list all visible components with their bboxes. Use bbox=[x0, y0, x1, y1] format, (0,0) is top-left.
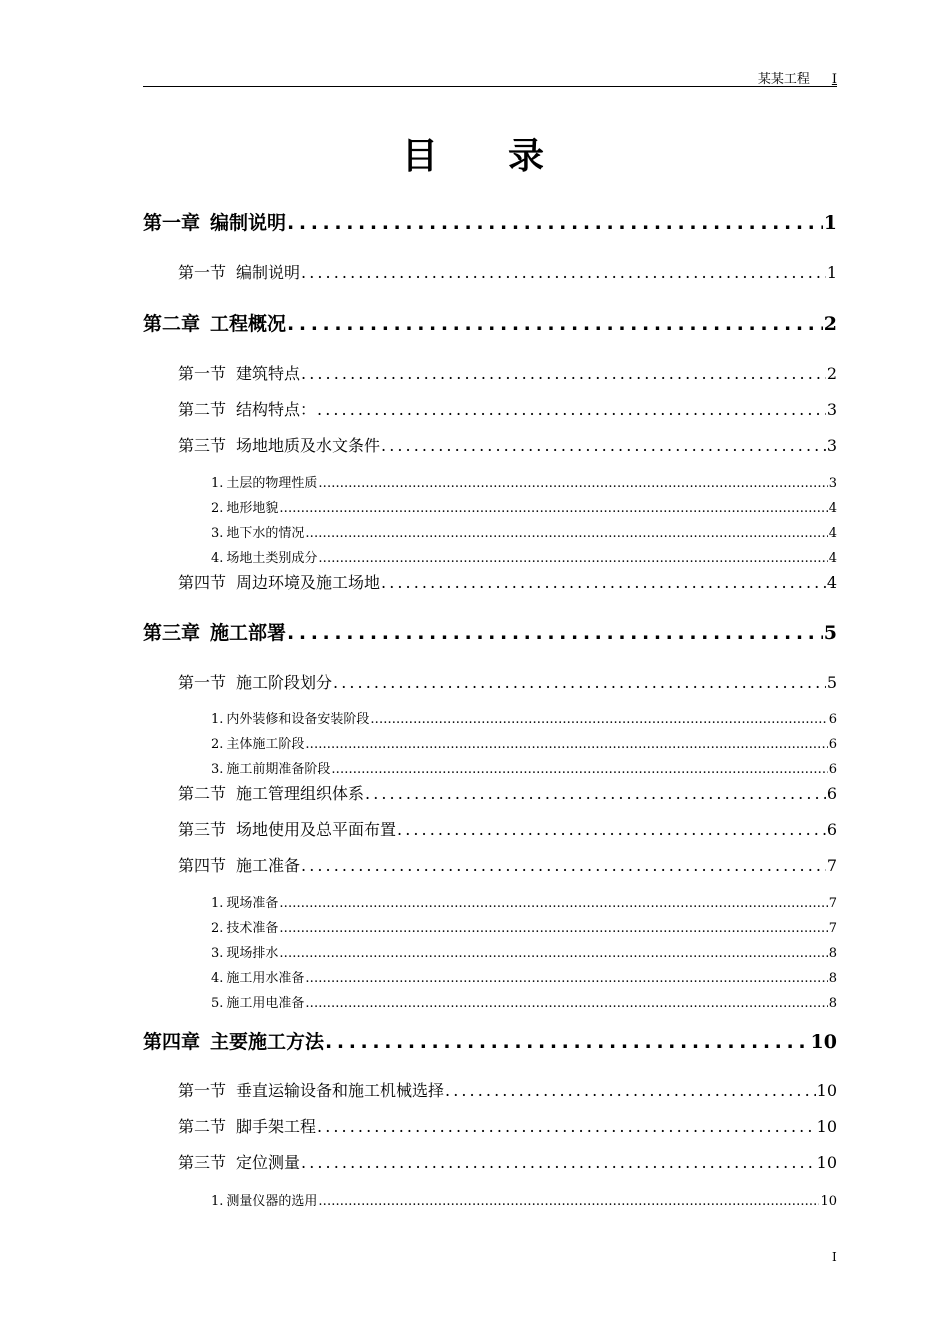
toc-section-entry[interactable] bbox=[178, 361, 837, 383]
toc-entry-number: 3. bbox=[211, 946, 224, 961]
toc-entry-label: 工程概况 bbox=[210, 313, 287, 335]
toc-page-number: 8 bbox=[828, 971, 837, 986]
toc-entry-number: 第二章 bbox=[143, 313, 201, 335]
toc-entry-title bbox=[211, 942, 278, 961]
toc-page-number: 10 bbox=[820, 1194, 837, 1209]
toc-dot-leader bbox=[279, 501, 827, 516]
toc-entry-number: 第二节 bbox=[178, 1117, 227, 1136]
toc-page-number: 4 bbox=[828, 501, 837, 516]
toc-entry-number: 1. bbox=[211, 712, 224, 727]
toc-entry-title bbox=[178, 397, 316, 420]
header-project-name: 某某工程 bbox=[757, 72, 810, 87]
toc-page-number: 5 bbox=[826, 673, 837, 692]
toc-entry-title bbox=[178, 781, 364, 804]
toc-page-number: 3 bbox=[828, 476, 837, 491]
toc-entry-title bbox=[143, 618, 286, 645]
toc-entry-label: 主要施工方法 bbox=[210, 1031, 325, 1053]
toc-page-number: 6 bbox=[828, 762, 837, 777]
toc-entry-number: 第一节 bbox=[178, 364, 227, 383]
toc-entry-label: 施工前期准备阶段 bbox=[226, 762, 331, 777]
footer-page-number: I bbox=[832, 1250, 837, 1264]
toc-entry-number: 第二节 bbox=[178, 784, 227, 803]
page-header bbox=[143, 64, 837, 87]
toc-entry-label: 土层的物理性质 bbox=[226, 476, 318, 491]
toc-dot-leader bbox=[287, 313, 823, 335]
toc-entry-number: 第四节 bbox=[178, 573, 227, 592]
toc-entry-title bbox=[211, 1190, 317, 1209]
toc-entry-title bbox=[143, 1027, 324, 1054]
toc-title: 目 录 bbox=[401, 136, 549, 177]
toc-dot-leader bbox=[279, 946, 827, 961]
toc-entry-number: 第三章 bbox=[143, 622, 201, 644]
toc-subsection-entry[interactable] bbox=[211, 522, 837, 540]
toc-entry-title bbox=[211, 547, 317, 566]
toc-entry-label: 场地地质及水文条件 bbox=[236, 436, 381, 455]
toc-page-number: 4 bbox=[826, 573, 837, 592]
toc-dot-leader bbox=[317, 1117, 816, 1136]
toc-page-number: 5 bbox=[823, 622, 837, 644]
toc-subsection-entry[interactable] bbox=[211, 892, 837, 910]
toc-dot-leader bbox=[397, 820, 826, 839]
toc-entry-label: 建筑特点 bbox=[236, 364, 301, 383]
toc-page-number: 10 bbox=[816, 1153, 837, 1172]
toc-entry-label: 施工阶段划分 bbox=[236, 673, 333, 692]
toc-entry-label: 地下水的情况 bbox=[226, 526, 305, 541]
toc-subsection-entry[interactable] bbox=[211, 708, 837, 726]
toc-entry-number: 3. bbox=[211, 762, 224, 777]
toc-dot-leader bbox=[325, 1031, 810, 1053]
toc-dot-leader bbox=[305, 996, 827, 1011]
toc-dot-leader bbox=[301, 856, 826, 875]
toc-dot-leader bbox=[287, 622, 823, 644]
toc-chapter-entry[interactable] bbox=[143, 208, 837, 234]
toc-entry-label: 施工管理组织体系 bbox=[236, 784, 365, 803]
toc-section-entry[interactable] bbox=[178, 1150, 837, 1172]
toc-entry-label: 垂直运输设备和施工机械选择 bbox=[236, 1081, 445, 1100]
toc-page-number: 7 bbox=[828, 896, 837, 911]
toc-entry-number: 第一节 bbox=[178, 1081, 227, 1100]
toc-page-number: 1 bbox=[826, 263, 837, 282]
toc-dot-leader bbox=[365, 784, 826, 803]
toc-page-number: 2 bbox=[826, 364, 837, 383]
toc-page-number: 1 bbox=[823, 212, 837, 234]
toc-dot-leader bbox=[381, 436, 826, 455]
toc-entry-label: 定位测量 bbox=[236, 1153, 301, 1172]
toc-section-entry[interactable] bbox=[178, 397, 837, 419]
toc-entry-title bbox=[211, 497, 278, 516]
toc-chapter-entry[interactable] bbox=[143, 309, 837, 335]
toc-entry-number: 第一章 bbox=[143, 212, 201, 234]
toc-entry-label: 结构特点： bbox=[236, 400, 317, 419]
header-page-number: I bbox=[831, 72, 837, 87]
toc-entry-title bbox=[178, 1078, 444, 1101]
toc-page-number: 6 bbox=[826, 820, 837, 839]
toc-entry-label: 周边环境及施工场地 bbox=[236, 573, 381, 592]
toc-page-number: 10 bbox=[810, 1031, 837, 1053]
toc-entry-number: 第四节 bbox=[178, 856, 227, 875]
toc-entry-number: 2. bbox=[211, 501, 224, 516]
toc-dot-leader bbox=[333, 673, 826, 692]
toc-entry-title bbox=[211, 708, 369, 727]
toc-entry-title bbox=[143, 208, 286, 235]
toc-entry-number: 第三节 bbox=[178, 436, 227, 455]
toc-section-entry[interactable] bbox=[178, 817, 837, 839]
toc-chapter-entry[interactable] bbox=[143, 1027, 837, 1053]
toc-page-number: 7 bbox=[828, 921, 837, 936]
toc-entry-label: 编制说明 bbox=[236, 263, 301, 282]
toc-entry-title bbox=[211, 967, 304, 986]
toc-entry-label: 施工用水准备 bbox=[226, 971, 305, 986]
toc-entry-number: 1. bbox=[211, 476, 224, 491]
toc-page-number: 6 bbox=[828, 712, 837, 727]
toc-entry-title bbox=[178, 361, 300, 384]
toc-page-number: 6 bbox=[826, 784, 837, 803]
toc-subsection-entry[interactable] bbox=[211, 733, 837, 751]
toc-entry-number: 3. bbox=[211, 526, 224, 541]
toc-entry-title bbox=[178, 853, 300, 876]
toc-section-entry[interactable] bbox=[178, 781, 837, 803]
toc-entry-title bbox=[211, 892, 278, 911]
toc-page-number: 8 bbox=[828, 996, 837, 1011]
toc-entry-number: 5. bbox=[211, 996, 224, 1011]
toc-entry-title bbox=[178, 433, 380, 456]
toc-dot-leader bbox=[279, 896, 827, 911]
toc-page-number: 6 bbox=[828, 737, 837, 752]
toc-entry-title bbox=[211, 522, 304, 541]
toc-dot-leader bbox=[318, 1194, 819, 1209]
toc-subsection-entry[interactable] bbox=[211, 942, 837, 960]
toc-entry-title bbox=[178, 1114, 316, 1137]
toc-section-entry[interactable] bbox=[178, 570, 837, 592]
toc-entry-number: 第一节 bbox=[178, 263, 227, 282]
toc-entry-number: 2. bbox=[211, 921, 224, 936]
toc-dot-leader bbox=[318, 476, 827, 491]
toc-dot-leader bbox=[305, 737, 827, 752]
toc-entry-title bbox=[211, 472, 317, 491]
toc-dot-leader bbox=[305, 526, 827, 541]
toc-entry-title bbox=[178, 260, 300, 283]
toc-page-number: 4 bbox=[828, 551, 837, 566]
toc-entry-number: 第一节 bbox=[178, 673, 227, 692]
toc-entry-title bbox=[178, 1150, 300, 1173]
toc-entry-label: 施工准备 bbox=[236, 856, 301, 875]
toc-entry-label: 地形地貌 bbox=[226, 501, 279, 516]
toc-page-number: 7 bbox=[826, 856, 837, 875]
toc-entry-title bbox=[211, 992, 304, 1011]
toc-dot-leader bbox=[287, 212, 823, 234]
toc-section-entry[interactable] bbox=[178, 260, 837, 282]
toc-entry-label: 脚手架工程 bbox=[236, 1117, 317, 1136]
toc-entry-number: 4. bbox=[211, 551, 224, 566]
toc-entry-number: 第三节 bbox=[178, 820, 227, 839]
toc-entry-label: 施工用电准备 bbox=[226, 996, 305, 1011]
toc-page-number: 3 bbox=[826, 436, 837, 455]
toc-section-entry[interactable] bbox=[178, 433, 837, 455]
toc-entry-label: 内外装修和设备安装阶段 bbox=[226, 712, 370, 727]
toc-entry-label: 场地土类别成分 bbox=[226, 551, 318, 566]
toc-entry-title bbox=[178, 670, 332, 693]
toc-subsection-entry[interactable] bbox=[211, 758, 837, 776]
toc-section-entry[interactable] bbox=[178, 853, 837, 875]
toc-subsection-entry[interactable] bbox=[211, 967, 837, 985]
toc-subsection-entry[interactable] bbox=[211, 1190, 837, 1208]
toc-subsection-entry[interactable] bbox=[211, 472, 837, 490]
toc-entry-title bbox=[211, 758, 330, 777]
toc-chapter-entry[interactable] bbox=[143, 618, 837, 644]
toc-subsection-entry[interactable] bbox=[211, 992, 837, 1010]
toc-entry-label: 现场准备 bbox=[226, 896, 279, 911]
toc-entry-title bbox=[143, 309, 286, 336]
toc-entry-number: 1. bbox=[211, 896, 224, 911]
toc-entry-title bbox=[211, 733, 304, 752]
toc-subsection-entry[interactable] bbox=[211, 547, 837, 565]
toc-entry-label: 编制说明 bbox=[210, 212, 287, 234]
toc-dot-leader bbox=[381, 573, 826, 592]
toc-section-entry[interactable] bbox=[178, 1078, 837, 1100]
toc-entry-number: 第二节 bbox=[178, 400, 227, 419]
toc-page-number: 2 bbox=[823, 313, 837, 335]
toc-entry-title bbox=[178, 570, 380, 593]
toc-section-entry[interactable] bbox=[178, 1114, 837, 1136]
toc-page-number: 3 bbox=[826, 400, 837, 419]
toc-entry-label: 施工部署 bbox=[210, 622, 287, 644]
toc-dot-leader bbox=[279, 921, 827, 936]
toc-entry-label: 主体施工阶段 bbox=[226, 737, 305, 752]
header-text bbox=[758, 68, 837, 87]
toc-entry-title bbox=[211, 917, 278, 936]
toc-dot-leader bbox=[301, 263, 826, 282]
toc-page-number: 10 bbox=[816, 1081, 837, 1100]
toc-entry-label: 现场排水 bbox=[226, 946, 279, 961]
toc-dot-leader bbox=[301, 1153, 816, 1172]
toc-entry-label: 测量仪器的选用 bbox=[226, 1194, 318, 1209]
toc-entry-number: 第四章 bbox=[143, 1031, 201, 1053]
toc-subsection-entry[interactable] bbox=[211, 917, 837, 935]
toc-dot-leader bbox=[301, 364, 826, 383]
toc-page-number: 8 bbox=[828, 946, 837, 961]
toc-page-number: 4 bbox=[828, 526, 837, 541]
toc-dot-leader bbox=[445, 1081, 816, 1100]
toc-dot-leader bbox=[317, 400, 826, 419]
toc-entry-number: 2. bbox=[211, 737, 224, 752]
toc-entry-number: 第三节 bbox=[178, 1153, 227, 1172]
toc-entry-label: 技术准备 bbox=[226, 921, 279, 936]
toc-subsection-entry[interactable] bbox=[211, 497, 837, 515]
toc-dot-leader bbox=[331, 762, 827, 777]
toc-entry-title bbox=[178, 817, 396, 840]
toc-entry-number: 4. bbox=[211, 971, 224, 986]
toc-dot-leader bbox=[318, 551, 827, 566]
toc-entry-number: 1. bbox=[211, 1194, 224, 1209]
toc-section-entry[interactable] bbox=[178, 670, 837, 692]
toc-dot-leader bbox=[370, 712, 827, 727]
toc-dot-leader bbox=[305, 971, 827, 986]
toc-page-number: 10 bbox=[816, 1117, 837, 1136]
toc-entry-label: 场地使用及总平面布置 bbox=[236, 820, 397, 839]
